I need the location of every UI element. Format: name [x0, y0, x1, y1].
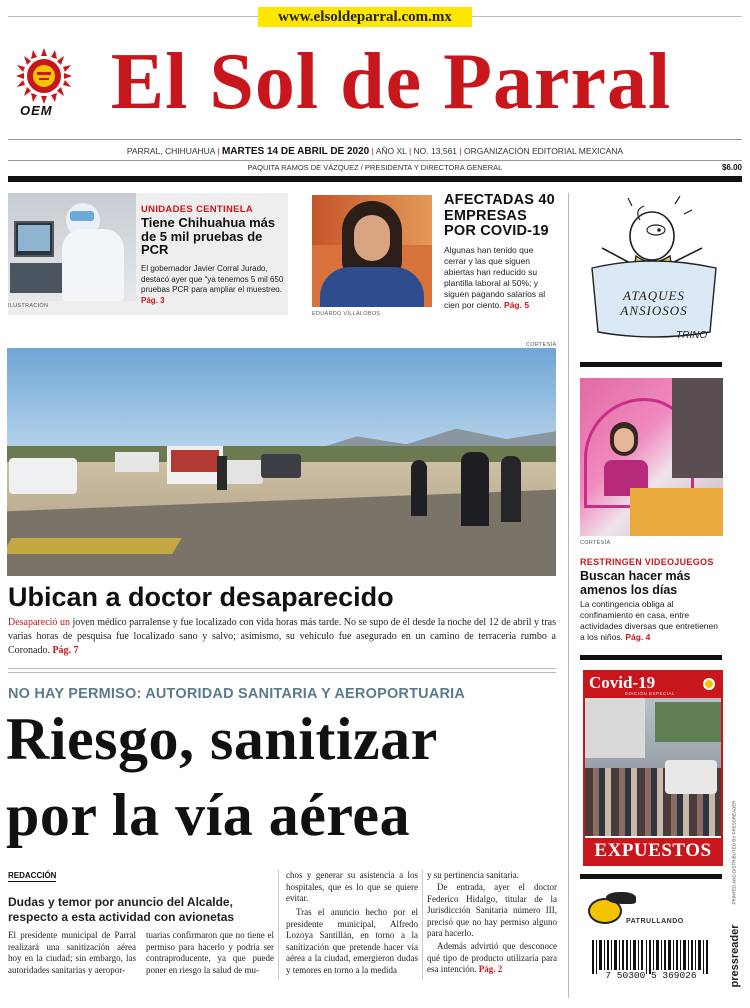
- pressreader-logo[interactable]: pressreader: [729, 924, 741, 988]
- dateline-mid-rule: [8, 160, 742, 161]
- main-photo-credit: CORTESÍA: [526, 342, 557, 348]
- lead-headline-line1[interactable]: Riesgo, sanitizar: [6, 706, 438, 772]
- lead-subhead: Dudas y temor por anuncio del Alcalde, respecto a esta actividad con avionetas: [8, 895, 235, 924]
- pressreader-small: PRINTED AND DISTRIBUTED BY PRESSREADER: [731, 800, 737, 905]
- side-story-body: La contingencia obliga al confinamiento en casa, entre actividades diversas que entretienen a los niños. Pág. 4: [580, 599, 718, 642]
- side-story-bottom-rule: [580, 655, 722, 660]
- lead-col4c: Además advirtió que desconoce qué tipo de producto utilizaría para esa intención. Pág. 2: [427, 941, 557, 974]
- teaser-empresas-body: Algunas han tenido que cerrar y las que siguen abiertas han reducido su plantilla laboral al 50%; y siguen pagando salarios al cien por ciento. Pág. 5: [444, 245, 546, 310]
- covid-banner: EXPUESTOS: [585, 838, 721, 864]
- dateline-top-rule: [8, 139, 742, 140]
- teaser-pcr-body: El gobernador Javier Corral Jurado, destacó ayer que “ya tenemos 5 mil 650 pruebas PCR para ampliar el muestreo. Pág. 3: [141, 264, 284, 305]
- teaser-pcr-kicker: UNIDADES CENTINELA: [141, 204, 254, 215]
- main-story-bottom-rule-2: [8, 672, 556, 673]
- covid-title: Covid-19: [589, 673, 656, 692]
- oem-sun-logo: [14, 48, 74, 120]
- lead-col2: tuarias confirmaron que no tiene el permiso para hacerlo y podría ser contraproducente, ya que puede poner en riesgo la salud de mu-: [146, 930, 274, 975]
- director-line: PAQUITA RAMOS DE VÁZQUEZ / PRESIDENTA Y DIRECTORA GENERAL: [247, 163, 503, 172]
- lead-headline-line2[interactable]: por la vía aérea: [6, 782, 411, 848]
- covid-sun-icon: [703, 678, 715, 690]
- teaser-pcr-headline: Tiene Chihuahua más de 5 mil pruebas de PCR: [141, 215, 276, 257]
- lead-col4b: De entrada, ayer el doctor Federico Hidalgo, titular de la Jurisdicción Sanitaria número III, precisó que no hay permiso alguno para hacerlo.: [427, 882, 557, 938]
- teaser-empresas-page[interactable]: Pág. 5: [504, 300, 530, 310]
- teaser-pcr-page[interactable]: Pág. 3: [141, 295, 165, 305]
- main-headline[interactable]: Ubican a doctor desaparecido: [8, 582, 394, 612]
- lead-col-divider-1: [278, 870, 279, 980]
- main-photo: [7, 348, 556, 576]
- lead-kicker: NO HAY PERMISO: AUTORIDAD SANITARIA Y AEROPORTUARIA: [8, 686, 466, 702]
- main-lead: Desapareció un: [8, 617, 70, 628]
- lead-col3a: chos y generar su asistencia a los hospitales, que es lo que se quiere evitar.: [286, 870, 418, 903]
- side-story-kicker: RESTRINGEN VIDEOJUEGOS: [580, 557, 714, 567]
- portrait-credit: EDUARDO VILLALOBOS: [312, 311, 381, 317]
- patrullando-bird-icon: [606, 892, 636, 904]
- cartoon-signature: TRINO: [676, 330, 708, 341]
- dateline-date: MARTES 14 DE ABRIL DE 2020: [221, 146, 370, 157]
- oem-label: OEM: [20, 103, 53, 118]
- covid-special-box[interactable]: [583, 670, 723, 866]
- lead-byline: REDACCIÓN: [8, 871, 57, 880]
- covid-subtitle: EDICIÓN ESPECIAL: [625, 691, 676, 696]
- portrait-photo: [312, 195, 432, 307]
- side-story-photo: [580, 378, 723, 536]
- dateline-year: AÑO XL: [375, 146, 407, 156]
- covid-crowd-photo: [585, 698, 721, 836]
- dateline-number: NO. 13,561: [413, 146, 458, 156]
- dateline: PARRAL, CHIHUAHUA | MARTES 14 DE ABRIL DE 2020 | AÑO XL | NO. 13,561 | ORGANIZACIÓN EDITORIAL MEXICANA: [126, 146, 624, 157]
- cartoon-caption: ATAQUES ANSIOSOS: [620, 288, 688, 318]
- patrullando-label: PATRULLANDO: [626, 918, 684, 925]
- price: $6.00: [721, 163, 742, 172]
- lead-col-divider-2: [422, 870, 423, 980]
- barcode: [592, 940, 710, 984]
- cartoon-bottom-rule: [580, 362, 722, 367]
- right-col-divider: [568, 193, 569, 998]
- dateline-city: PARRAL, CHIHUAHUA: [126, 146, 216, 156]
- side-story-credit: CORTESÍA: [580, 540, 611, 546]
- cartoon-drawing: [580, 190, 726, 350]
- main-story-bottom-rule: [8, 668, 556, 669]
- barcode-bars: [592, 940, 710, 974]
- teaser-pcr-credit: ILUSTRACIÓN: [8, 303, 49, 309]
- masthead-thick-rule: [8, 176, 742, 182]
- footer-top-rule: [580, 874, 722, 879]
- lead-page[interactable]: Pág. 2: [478, 964, 503, 974]
- main-body: Desapareció un joven médico parralense y fue localizado con vida horas más tarde. No se supo de él desde la noche del 12 de abril y tras varias horas de pesquisa fue localizado sano y salvo; asimismo, su vehículo fue asegurado en un camino de terracería rumbo a Coronado. Pág. 7: [8, 617, 556, 656]
- lead-col4a: y su pertinencia sanitaria.: [427, 870, 519, 880]
- website-url[interactable]: www.elsoldeparral.com.mx: [258, 7, 472, 27]
- lead-col1: El presidente municipal de Parral realizará una sanitización aérea hoy en la ciudad; sin embargo, las autoridades sanitarias y aeropor-: [8, 930, 136, 975]
- lead-col3b: Tras el anuncio hecho por el presidente municipal, Alfredo Lozoya Santillán, en torno a la sanitización que pretende hacer vía aérea a la ciudad, emergieron dudas y temores en torno a la medida: [286, 907, 418, 975]
- patrullando-promo[interactable]: [586, 890, 716, 928]
- side-story-headline: Buscan hacer más amenos los días: [580, 569, 691, 597]
- cartoon[interactable]: [580, 190, 726, 350]
- main-page[interactable]: Pág. 7: [52, 645, 79, 656]
- barcode-number: 7 50300 5 369026: [605, 970, 697, 981]
- covid-header: [585, 672, 721, 698]
- lab-illustration: [8, 193, 136, 301]
- teaser-empresas-headline: AFECTADAS 40 EMPRESAS POR COVID-19: [444, 192, 555, 239]
- teaser-empresas[interactable]: [298, 193, 558, 323]
- dateline-org: ORGANIZACIÓN EDITORIAL MEXICANA: [463, 146, 624, 156]
- teaser-pcr[interactable]: [8, 193, 288, 315]
- pressreader-strip: [726, 800, 744, 1000]
- newspaper-title[interactable]: El Sol de Parral: [110, 38, 672, 126]
- side-story-page[interactable]: Pág. 4: [625, 632, 651, 642]
